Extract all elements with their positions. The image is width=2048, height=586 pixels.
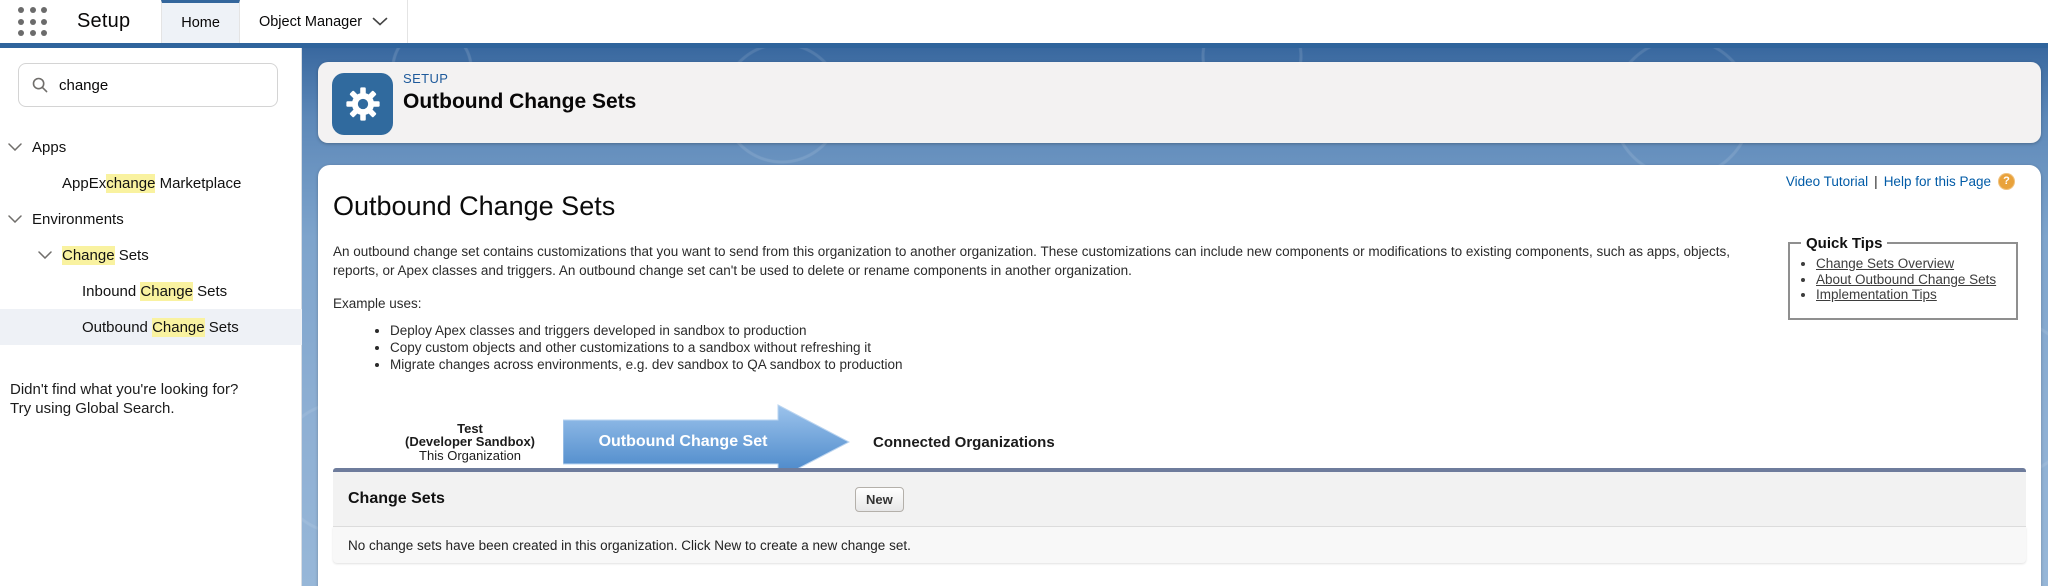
top-bar — [0, 0, 2048, 43]
setup-eyebrow: SETUP — [403, 71, 449, 86]
setup-tabs — [161, 0, 408, 43]
change-sets-overview-link[interactable]: Change Sets Overview — [1816, 256, 1955, 271]
search-highlight: Change — [140, 282, 193, 300]
sidebar-footer-note: Didn't find what you're looking for? Try using Global Search. — [10, 381, 239, 417]
diagram-source-org: Test (Developer Sandbox) This Organization — [404, 420, 536, 463]
list-item: • Migrate changes across environments, e.g. dev sandbox to QA sandbox to production — [390, 357, 2026, 373]
quick-tips-title: Quick Tips — [1801, 235, 1887, 252]
link-separator: | — [1874, 174, 1878, 189]
chevron-down-icon[interactable] — [8, 215, 22, 223]
help-links — [1786, 173, 2015, 190]
list-item — [1816, 256, 2016, 272]
main-region — [302, 48, 2048, 586]
page-header-text — [403, 71, 636, 114]
sidebar-item-apps[interactable]: Apps — [0, 129, 302, 165]
arrow-label: Outbound Change Set — [598, 433, 768, 450]
sidebar-item-inbound-change-sets[interactable]: Inbound Change Sets — [82, 282, 228, 300]
app-title: Setup — [77, 10, 131, 32]
search-highlight: Change — [152, 318, 205, 336]
example-uses-label: Example uses: — [333, 296, 422, 311]
setup-gear-icon — [332, 73, 393, 135]
table-title: Change Sets — [348, 490, 445, 507]
search-highlight: Change — [62, 246, 115, 264]
sidebar-item-change-sets[interactable]: Change Sets — [0, 237, 302, 273]
change-sets-table — [333, 468, 2026, 563]
list-item — [1816, 272, 2016, 288]
list-item: • Copy custom objects and other customizations to a sandbox without refreshing it — [390, 340, 2026, 356]
sidebar-search[interactable] — [18, 63, 278, 107]
table-empty-row — [333, 527, 2026, 563]
example-uses-list — [390, 323, 2026, 373]
tab-object-manager[interactable]: Object Manager — [240, 0, 408, 43]
tab-home[interactable]: Home — [161, 0, 240, 43]
search-highlight: change — [106, 174, 156, 192]
content-card — [318, 165, 2041, 586]
chevron-down-icon[interactable] — [38, 251, 52, 259]
about-outbound-change-sets-link[interactable]: About Outbound Change Sets — [1816, 271, 1997, 287]
search-icon — [32, 77, 48, 93]
sidebar-item-appexchange-marketplace[interactable]: AppExchange Marketplace — [62, 174, 242, 192]
intro-paragraph: An outbound change set contains customizations that you want to send from this organization to another organization. These customizations can include new components or modifications to existing components, such as apps, objects, reports, or Apex classes and triggers. An outbound change set can't be used to delete or rename components in another organization. — [333, 244, 1731, 278]
search-input[interactable] — [57, 76, 261, 95]
implementation-tips-link[interactable]: Implementation Tips — [1816, 287, 1937, 302]
sidebar-item-outbound-change-sets[interactable]: Outbound Change Sets — [0, 309, 302, 345]
setup-tree — [0, 129, 302, 345]
table-header — [333, 472, 2026, 527]
chevron-down-icon — [372, 14, 388, 30]
help-for-this-page-link[interactable]: Help for this Page — [1883, 174, 1991, 189]
diagram-target-orgs: Connected Organizations — [873, 433, 1055, 451]
app-launcher-icon[interactable] — [18, 7, 48, 36]
list-item: • Deploy Apex classes and triggers developed in sandbox to production — [390, 323, 2026, 339]
quick-tips-box — [1788, 235, 2018, 320]
content-heading: Outbound Change Sets — [333, 191, 616, 221]
quick-tips-list — [1798, 256, 2016, 303]
help-icon[interactable]: ? — [1998, 173, 2015, 190]
list-item — [1816, 287, 2016, 303]
video-tutorial-link[interactable]: Video Tutorial — [1785, 174, 1869, 189]
sidebar-item-environments[interactable]: Environments — [0, 201, 302, 237]
new-change-set-button[interactable]: New — [855, 487, 904, 512]
chevron-down-icon[interactable] — [8, 143, 22, 151]
page-title: Outbound Change Sets — [403, 90, 637, 113]
setup-sidebar — [0, 48, 302, 586]
page-header-card — [318, 62, 2041, 143]
empty-message: No change sets have been created in this organization. Click New to create a new change set. — [348, 537, 911, 553]
